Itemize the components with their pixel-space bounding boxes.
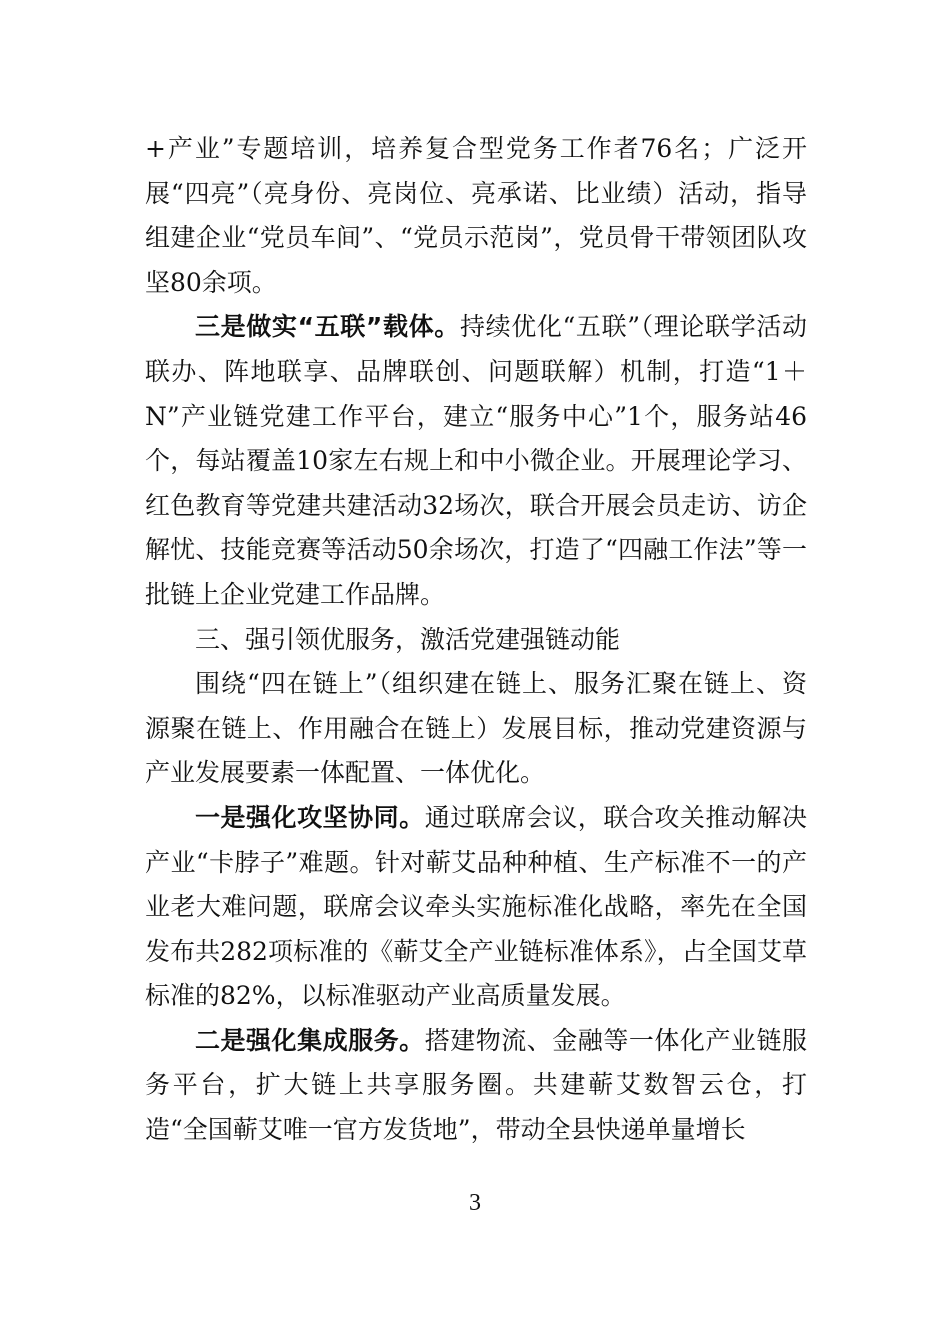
paragraph-training-continuation: [145, 127, 807, 305]
paragraph-text: 持续优化“五联”（理论联学活动联办、阵地联享、品牌联创、问题联解）机制，打造“1＋N”产业链党建工作平台，建立“服务中心”1个，服务站46个，每站覆盖10家左右规上和中小微企业。开展理论学习、红色教育等党建共建活动32场次，联合开展会员走访、访企解忧、技能竞赛等活动50余场次，打造了“四融工作法”等一批链上企业党建工作品牌。: [145, 312, 807, 609]
paragraph-five-links: [145, 305, 807, 617]
paragraph-integrated-services: [145, 1019, 807, 1153]
paragraph-text: 围绕“四在链上”（组织建在链上、服务汇聚在链上、资源聚在链上、作用融合在链上）发展目标，推动党建资源与产业发展要素一体配置、一体优化。: [145, 669, 807, 788]
paragraph-text: 搭建物流、金融等一体化产业链服务平台，扩大链上共享服务圈。共建蕲艾数智云仓，打造“全国蕲艾唯一官方发货地”，带动全县快递单量增长: [145, 1025, 807, 1145]
paragraph-four-on-chain: [145, 662, 807, 796]
paragraph-tackle-coordination: [145, 796, 807, 1019]
section-heading: 三、强引领优服务，激活党建强链动能: [195, 624, 621, 654]
paragraph-text: +产业”专题培训，培养复合型党务工作者76名；广泛开展“四亮”（亮身份、亮岗位、亮承诺、比业绩）活动，指导组建企业“党员车间”、“党员示范岗”，党员骨干带领团队攻坚80余项。: [145, 134, 807, 297]
paragraph-lead: 二是强化集成服务。: [195, 1025, 425, 1055]
document-body: [145, 127, 807, 1153]
paragraph-lead: 一是强化攻坚协同。: [195, 802, 425, 832]
paragraph-text: 通过联席会议，联合攻关推动解决产业“卡脖子”难题。针对蕲艾品种种植、生产标准不一的产业老大难问题，联席会议牵头实施标准化战略，率先在全国发布共282项标准的《蕲艾全产业链标准体系》，占全国艾草标准的82%，以标准驱动产业高质量发展。: [145, 802, 807, 1011]
paragraph-lead: 三是做实“五联”载体。: [195, 312, 460, 342]
page-number: 3: [469, 1190, 481, 1216]
